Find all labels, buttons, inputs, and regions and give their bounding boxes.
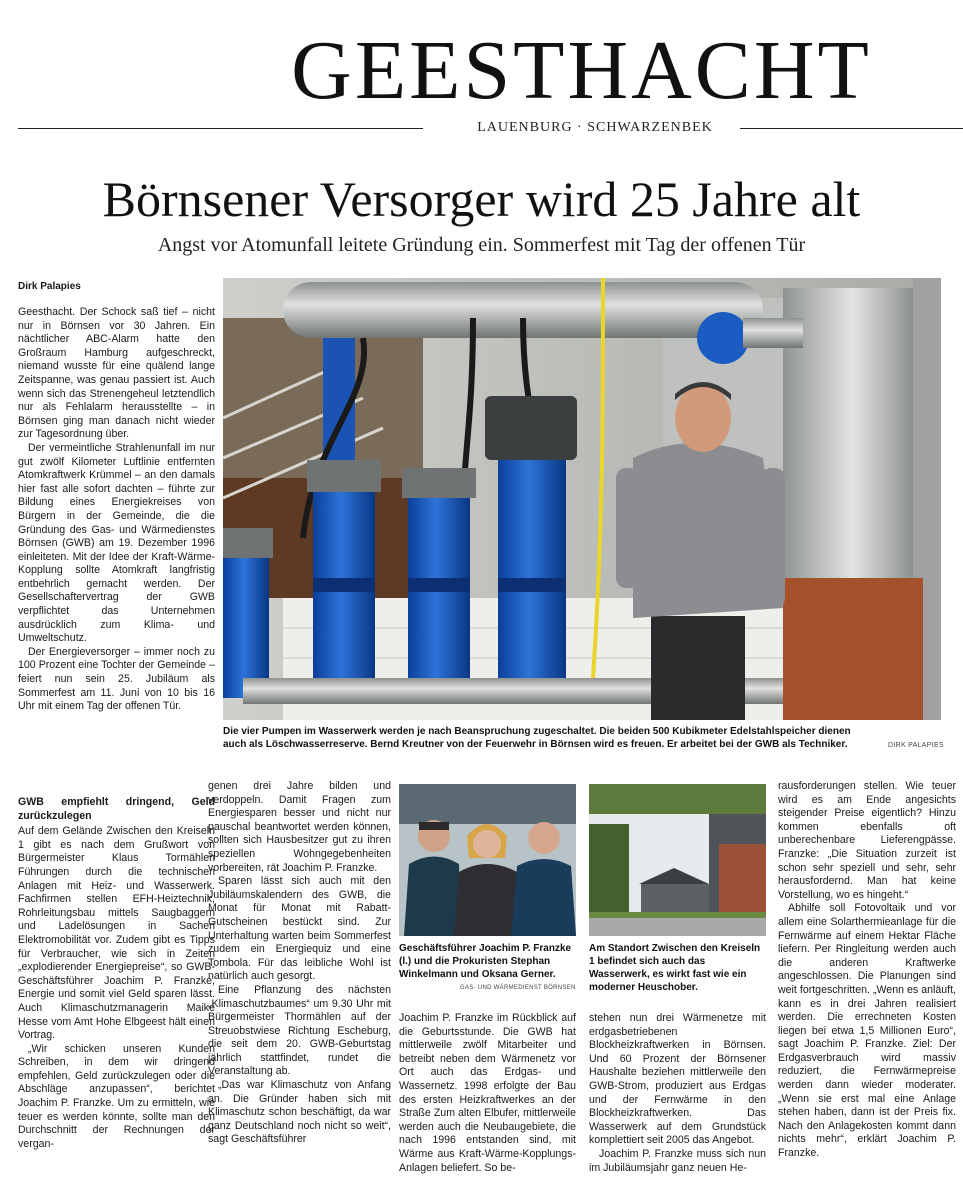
column-4 bbox=[589, 1012, 766, 1200]
building-photo-caption-text: Am Standort Zwischen den Kreiseln 1 befindet sich auch das Wasserwerk, es wirkt fast wie ein moderner Heuschober. bbox=[589, 943, 761, 993]
people-photo-caption bbox=[399, 942, 576, 981]
paragraph: rausforderungen stellen. Wie teuer wird es am Ende angesichts steigender Preise eigentlich? Hinzu kommen ebenfalls oft unberechenbare Lieferengpässe. Franzke: „Die Situation zurzeit ist schon sehr speziell und sehr, sehr herausfordernd. Man hat keine Vorstellung, wo es hingeht.“ bbox=[778, 780, 956, 901]
building-photo bbox=[589, 784, 766, 936]
paragraph: „Wir schicken unseren Kunden Schreiben, in dem wir dringend empfehlen, Geld zurückzulegen oder die Abschläge anzupassen“, berichtet Joachim P. Franzke. Um zu ermitteln, wie teuer es werden könnte, sollte man den Durchschnitt der Rechnungen der vergan- bbox=[18, 1042, 215, 1150]
article-author: Dirk Palapies bbox=[18, 281, 81, 292]
paragraph: Joachim P. Franzke im Rückblick auf die Geburtsstunde. Die GWB hat mittlerweile zwölf Mitarbeiter und betreibt neben dem Wärmenetz vor Ort auch das Erdgas- und Wassernetz. 1998 erfolgte der Bau des ersten Heizkraftwerkes an der Straße Zum alten Elbufer, mittlerweile werden auch die Neubaugebiete, die nach 1996 entstanden sind, mit Wärme aus Kraft-Wärme-Kopplungs-Anlagen beliefert. So be- bbox=[399, 1012, 576, 1174]
article-headline: Börnsener Versorger wird 25 Jahre alt bbox=[102, 171, 861, 227]
building-photo-caption bbox=[589, 942, 766, 994]
paragraph: Auf dem Gelände Zwischen den Kreiseln 1 gibt es nach dem Grußwort von Bürgermeister Klaus Tormählen Führungen durch die technischen Anlagen mit Heiz- und Wasserwerk. Fachfirmen stellen EFH-Heiztechnik, Rohrleitungsbau mittels Saugbaggern und Ladelösungen in Sachen Elektromobilität vor. Zudem gibt es Tipps für Verbraucher, wie sich in Zeiten „explodierender Energiepreise“, so GWB-Geschäftsführer Joachim P. Franzke, Energie und somit viel Geld sparen lässt. Auch Klimaschutzmanagerin Maike Hesse vom Amt Hohe Elbgeest hält einen Vortrag. bbox=[18, 825, 215, 1042]
section-heading: GWB empfiehlt dringend, Geld zurückzulegen bbox=[18, 796, 215, 822]
main-photo-caption bbox=[223, 725, 873, 751]
masthead-subtitle: LAUENBURG · SCHWARZENBEK bbox=[477, 120, 713, 135]
paragraph: stehen nun drei Wärmenetze mit erdgasbetriebenen Blockheizkraftwerken in Börnsen. Und 60 Prozent der Börnsener Haushalte beziehen mittlerweile den GWB-Strom, produziert aus Erdgas und der Fernwärme in den Blockheizkraftwerken. Das Wasserwerk auf dem Grundstück komplettiert seit 2005 das Angebot. bbox=[589, 1012, 766, 1147]
people-photo-caption-text: Geschäftsführer Joachim P. Franzke (l.) und die Prokuristen Stephan Winkelmann und Oksana Gerner. bbox=[399, 943, 572, 980]
masthead-title: GEESTHACHT bbox=[291, 24, 872, 117]
paragraph: Eine Pflanzung des nächsten „Klimaschutzbaumes“ um 9.30 Uhr mit Bürgermeister Thormählen auf der Streuobstwiese Richtung Escheburg, die seit dem 20. GWB-Geburtstag jährlich stattfindet, rundet die Veranstaltung ab. bbox=[208, 983, 391, 1078]
people-photo bbox=[399, 784, 576, 936]
column-2 bbox=[208, 780, 391, 1200]
article-subheadline: Angst vor Atomunfall leitete Gründung ein. Sommerfest mit Tag der offenen Tür bbox=[157, 234, 806, 256]
main-photo-credit: DIRK PALAPIES bbox=[888, 742, 944, 749]
main-photo bbox=[223, 278, 941, 720]
paragraph: genen drei Jahre bilden und verdoppeln. Damit Fragen zum Energiesparen besser und nicht nur pauschal beantwortet werden können, sollten sich Hausbesitzer gut zu ihren speziellen Wohngegebenheiten vorbereiten, rät Joachim P. Franzke. bbox=[208, 780, 391, 874]
masthead-rule-right bbox=[740, 128, 963, 129]
pump-room-illustration bbox=[223, 278, 941, 720]
paragraph: Der vermeintliche Strahlenunfall im nur gut zwölf Kilometer Luftlinie entfernten Atomkraftwerk Krümmel – an den damals hier fast alle sofort dachten – führte zur Bildung eines Energiekreises von Bürgern in der Gemeinde, die die Gründung des Gas- und Wärmedienstes Börnsen (GWB) am 19. Dezember 1996 einleiteten. Mit der Idee der Kraft-Wärme-Kopplung sollte Atomkraft langfristig entbehrlich gemacht werden. Der Gesellschaftervertrag der GWB verpflichtet das Unternehmen ausdrücklich zum Klima- und Umweltschutz. bbox=[18, 441, 215, 645]
masthead-rule-left bbox=[18, 128, 423, 129]
column-3 bbox=[399, 1012, 576, 1200]
column-5 bbox=[778, 780, 956, 1200]
paragraph: „Das war Klimaschutz von Anfang an. Die Gründer haben sich mit Klimaschutz schon beschäftigt, da war ganz Deutschland noch nicht so weit“, sagt Geschäftsführer bbox=[208, 1079, 391, 1146]
paragraph: Geesthacht. Der Schock saß tief – nicht nur in Börnsen vor 30 Jahren. Ein nächtlicher ABC-Alarm hatte den Großraum Hamburg aufgeschreckt, niemand wusste für eine quälend lange Zeitspanne, was genau passiert ist. Auch wenn sich das Strenengeheul letztendlich nur als Fehlalarm herausstellte – in Börnsen ging man danach nicht wieder zur Tagesordnung über. bbox=[18, 306, 215, 441]
paragraph: Der Energieversorger – immer noch zu 100 Prozent eine Tochter der Gemeinde – feiert nun sein 25. Jubiläum als Sommerfest am 11. Juni von 10 bis 16 Uhr mit einem Tag der offenen Tür. bbox=[18, 645, 215, 713]
people-photo-credit: GAS- UND WÄRMEDIENST BÖRNSEN bbox=[460, 985, 576, 991]
paragraph: Sparen lässt sich auch mit den Jubiläumskalendern des GWB, die Monat für Monat mit Rabatt-Gutscheinen bestückt sind. Zur Unterhaltung warten beim Sommerfest zudem ein Energiequiz und eine Tombola. Für das leibliche Wohl ist natürlich auch gesorgt. bbox=[208, 875, 391, 983]
paragraph: Abhilfe soll Fotovoltaik und vor allem eine Solarthermieanlage für die Fernwärme auf einem Hektar Fläche liefern. Per Ringleitung werden auch die anderen Kraftwerke angeschlossen. Die Planungen sind weit fortgeschritten. „Wenn es anläuft, kann es in drei Jahren realisiert werden. Die errechneten Kosten liegen bei etwa 1,5 Millionen Euro“, sagt Joachim P. Franzke. Ziel: Der Erdgasverbrauch wird massiv reduziert, die Fernwärmepreise werden dann wieder moderater. „Wenn sie erst mal eine Anlage stehen haben, dann ist der Preis fix. Nach den Anlagekosten kommt dann nichts mehr“, erklärt Joachim P. Franzke. bbox=[778, 902, 956, 1160]
paragraph: Joachim P. Franzke muss sich nun im Jubiläumsjahr ganz neuen He- bbox=[589, 1147, 766, 1174]
column-1-upper bbox=[18, 306, 215, 780]
main-photo-caption-text: Die vier Pumpen im Wasserwerk werden je nach Beanspruchung zugeschaltet. Die beiden 500 Kubikmeter Edelstahlspeicher dienen auch als Löschwasserreserve. Bernd Kreutner von der Feuerwehr in Börnsen wird es freuen. Er arbeitet bei der GWB als Techniker. bbox=[223, 726, 851, 750]
column-1-lower bbox=[18, 790, 215, 1200]
